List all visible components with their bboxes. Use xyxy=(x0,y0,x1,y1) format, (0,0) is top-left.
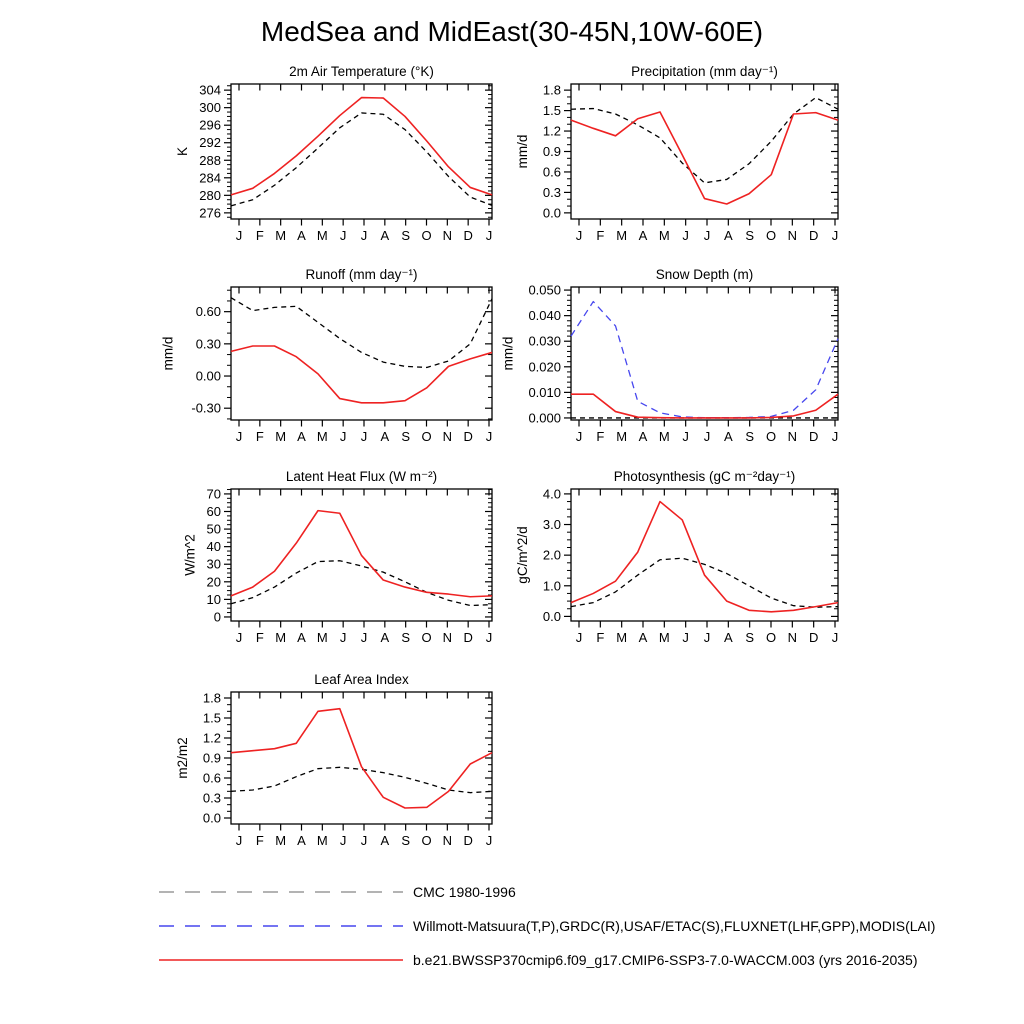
x-tick-label: A xyxy=(723,228,733,243)
x-tick-label: O xyxy=(421,228,432,243)
x-tick-label: D xyxy=(808,429,819,444)
panel-title: Precipitation (mm day⁻¹) xyxy=(631,64,778,79)
panel-title: Leaf Area Index xyxy=(314,672,409,687)
series-line xyxy=(231,511,492,597)
x-tick-label: N xyxy=(442,429,453,444)
x-tick-label: J xyxy=(235,630,243,645)
y-axis-label: gC/m^2/d xyxy=(515,526,531,584)
panel-runoff-mm-day xyxy=(161,267,493,444)
x-tick-label: A xyxy=(380,429,390,444)
x-tick-label: A xyxy=(638,228,648,243)
y-tick-label: 70 xyxy=(206,486,221,502)
series-line xyxy=(231,561,492,606)
y-tick-label: 1.0 xyxy=(542,578,561,594)
y-tick-label: 20 xyxy=(206,574,221,590)
x-tick-label: J xyxy=(360,630,368,645)
x-tick-label: J xyxy=(485,630,493,645)
x-tick-label: A xyxy=(638,429,648,444)
x-tick-label: M xyxy=(275,630,287,645)
x-tick-label: S xyxy=(401,833,411,848)
x-tick-label: M xyxy=(275,833,287,848)
x-tick-label: J xyxy=(235,429,243,444)
y-tick-label: 0.040 xyxy=(528,308,561,324)
panel-title: Latent Heat Flux (W m⁻²) xyxy=(285,469,438,484)
y-tick-label: 280 xyxy=(199,187,221,203)
x-tick-label: S xyxy=(745,630,755,645)
x-tick-label: J xyxy=(682,429,689,444)
x-tick-label: J xyxy=(360,228,368,243)
y-tick-label: 0.0 xyxy=(542,608,561,624)
x-tick-label: S xyxy=(401,429,411,444)
axis-frame xyxy=(571,489,838,621)
y-tick-label: 50 xyxy=(206,521,221,537)
x-tick-label: M xyxy=(616,429,628,444)
x-tick-label: S xyxy=(745,228,755,243)
axis-frame xyxy=(231,84,492,219)
y-tick-label: 276 xyxy=(199,205,221,221)
y-tick-label: 0.050 xyxy=(528,282,561,298)
x-tick-label: J xyxy=(831,429,839,444)
series-line xyxy=(231,113,492,206)
x-tick-label: S xyxy=(401,630,411,645)
y-tick-label: 0.60 xyxy=(195,304,221,320)
x-tick-label: F xyxy=(596,429,605,444)
y-axis-label: mm/d xyxy=(160,336,176,371)
axis-frame xyxy=(571,287,838,420)
x-tick-label: D xyxy=(463,833,473,848)
panel-precipitation-mm-day xyxy=(515,64,838,243)
y-tick-label: 1.5 xyxy=(542,103,561,119)
legend xyxy=(158,884,935,967)
x-tick-label: M xyxy=(616,630,628,645)
x-tick-label: F xyxy=(255,833,264,848)
x-tick-label: N xyxy=(787,630,798,645)
x-tick-label: J xyxy=(485,228,493,243)
legend-item-obs xyxy=(158,918,935,933)
x-tick-label: M xyxy=(658,228,670,243)
y-tick-label: 1.2 xyxy=(202,730,221,746)
x-tick-label: O xyxy=(765,429,777,444)
y-tick-label: 0.000 xyxy=(528,410,561,426)
legend-label-cmc: CMC 1980-1996 xyxy=(413,883,516,900)
x-tick-label: N xyxy=(787,228,798,243)
legend-line-dashed-blue xyxy=(158,921,404,931)
y-tick-label: 0.0 xyxy=(202,810,221,826)
x-tick-label: F xyxy=(255,429,264,444)
y-tick-label: 1.5 xyxy=(202,710,221,726)
x-tick-label: F xyxy=(596,630,605,645)
x-tick-label: J xyxy=(682,228,689,243)
y-tick-label: 3.0 xyxy=(542,517,561,533)
x-tick-label: A xyxy=(297,429,306,444)
x-tick-label: D xyxy=(463,630,473,645)
panel-latent-heat-flux-w-m xyxy=(182,469,492,645)
y-tick-label: 1.2 xyxy=(542,123,561,139)
y-axis-label: mm/d xyxy=(515,134,531,169)
x-tick-label: J xyxy=(339,228,347,243)
x-tick-label: D xyxy=(808,228,819,243)
panel-title: 2m Air Temperature (°K) xyxy=(289,64,434,79)
legend-line-dashed-gray xyxy=(158,887,404,897)
legend-item-cmc xyxy=(158,884,935,899)
y-tick-label: 0.30 xyxy=(195,336,221,352)
series-line xyxy=(231,709,492,808)
x-tick-label: M xyxy=(616,228,628,243)
series-line xyxy=(231,346,492,403)
x-tick-label: A xyxy=(297,228,306,243)
x-tick-label: F xyxy=(596,228,605,243)
x-tick-label: N xyxy=(442,228,453,243)
panel-title: Runoff (mm day⁻¹) xyxy=(305,267,418,282)
series-line xyxy=(571,112,838,204)
series-line xyxy=(571,302,838,418)
legend-label-obs: Willmott-Matsuura(T,P),GRDC(R),USAF/ETAC(S),FLUXNET(LHF,GPP),MODIS(LAI) xyxy=(413,917,936,934)
x-tick-label: A xyxy=(380,228,390,243)
y-tick-label: 10 xyxy=(206,591,221,607)
x-tick-label: M xyxy=(316,833,328,848)
y-axis-label: mm/d xyxy=(500,336,516,371)
x-tick-label: J xyxy=(339,630,347,645)
x-tick-label: O xyxy=(421,833,432,848)
x-tick-label: J xyxy=(235,228,243,243)
legend-item-model xyxy=(158,952,935,967)
figure-title: MedSea and MidEast(30-45N,10W-60E) xyxy=(260,16,764,47)
y-axis-label: K xyxy=(175,146,191,157)
x-tick-label: J xyxy=(339,429,347,444)
axis-frame xyxy=(231,287,492,420)
y-tick-label: 0.6 xyxy=(202,770,221,786)
x-tick-label: J xyxy=(575,228,583,243)
x-tick-label: J xyxy=(360,429,368,444)
panel-snow-depth-m xyxy=(501,267,839,444)
x-tick-label: A xyxy=(723,429,733,444)
x-tick-label: D xyxy=(463,429,473,444)
x-tick-label: A xyxy=(723,630,733,645)
x-tick-label: A xyxy=(380,630,390,645)
x-tick-label: D xyxy=(808,630,819,645)
y-tick-label: 0.9 xyxy=(542,144,561,159)
x-tick-label: O xyxy=(765,228,777,243)
x-tick-label: M xyxy=(658,630,670,645)
y-tick-label: 30 xyxy=(206,556,221,572)
x-tick-label: O xyxy=(421,429,432,444)
x-tick-label: M xyxy=(316,228,328,243)
y-axis-label: m2/m2 xyxy=(175,737,191,779)
series-line xyxy=(571,558,838,607)
y-tick-label: 0.6 xyxy=(542,164,561,180)
x-tick-label: J xyxy=(485,429,493,444)
panel-title: Photosynthesis (gC m⁻²day⁻¹) xyxy=(613,469,796,484)
axis-frame xyxy=(231,692,492,824)
y-tick-label: 40 xyxy=(206,539,221,555)
x-tick-label: J xyxy=(831,630,839,645)
x-tick-label: O xyxy=(765,630,777,645)
x-tick-label: F xyxy=(255,228,264,243)
x-tick-label: M xyxy=(316,630,328,645)
x-tick-label: J xyxy=(485,833,493,848)
x-tick-label: O xyxy=(421,630,432,645)
y-tick-label: 0.020 xyxy=(528,359,561,375)
x-tick-label: S xyxy=(401,228,411,243)
x-tick-label: N xyxy=(442,630,453,645)
x-tick-label: S xyxy=(745,429,755,444)
y-tick-label: 0 xyxy=(213,609,221,625)
y-tick-label: 284 xyxy=(199,170,221,186)
x-tick-label: A xyxy=(297,833,306,848)
legend-label-model: b.e21.BWSSP370cmip6.f09_g17.CMIP6-SSP3-7.0-WACCM.003 (yrs 2016-2035) xyxy=(413,951,918,968)
y-tick-label: 0.9 xyxy=(202,750,221,766)
x-tick-label: J xyxy=(703,429,711,444)
x-tick-label: M xyxy=(316,429,328,444)
series-line xyxy=(231,298,492,368)
x-tick-label: J xyxy=(682,630,689,645)
y-tick-label: 0.010 xyxy=(528,384,561,400)
y-tick-label: 288 xyxy=(199,152,221,168)
x-tick-label: J xyxy=(703,228,711,243)
y-tick-label: 292 xyxy=(199,135,221,151)
panel-2m-air-temperature-k xyxy=(175,64,492,243)
series-line xyxy=(571,502,838,612)
x-tick-label: J xyxy=(360,833,368,848)
x-tick-label: N xyxy=(787,429,798,444)
x-tick-label: A xyxy=(380,833,390,848)
x-tick-label: J xyxy=(703,630,711,645)
panel-photosynthesis-gc-m-day xyxy=(515,469,838,645)
x-tick-label: J xyxy=(575,429,583,444)
panel-title: Snow Depth (m) xyxy=(655,267,754,282)
y-tick-label: -0.30 xyxy=(191,400,221,416)
x-tick-label: D xyxy=(463,228,473,243)
y-tick-label: 1.8 xyxy=(202,690,221,706)
legend-line-solid-red xyxy=(158,955,404,965)
series-line xyxy=(571,98,838,183)
x-tick-label: A xyxy=(638,630,648,645)
y-tick-label: 0.3 xyxy=(542,184,561,200)
x-tick-label: J xyxy=(575,630,583,645)
y-tick-label: 0.00 xyxy=(195,368,221,384)
x-tick-label: J xyxy=(339,833,347,848)
y-tick-label: 2.0 xyxy=(542,547,561,563)
x-tick-label: A xyxy=(297,630,306,645)
x-tick-label: J xyxy=(235,833,243,848)
y-tick-label: 296 xyxy=(199,117,221,133)
y-tick-label: 4.0 xyxy=(542,486,561,502)
y-tick-label: 0.3 xyxy=(202,790,221,806)
x-tick-label: M xyxy=(275,429,287,444)
y-tick-label: 0.030 xyxy=(528,333,561,349)
x-tick-label: M xyxy=(658,429,670,444)
series-line xyxy=(231,767,492,792)
y-tick-label: 304 xyxy=(199,82,221,98)
y-tick-label: 1.8 xyxy=(542,82,561,98)
x-tick-label: M xyxy=(275,228,287,243)
y-axis-label: W/m^2 xyxy=(182,534,198,576)
panel-leaf-area-index xyxy=(175,672,492,848)
y-tick-label: 300 xyxy=(199,100,221,116)
y-tick-label: 60 xyxy=(206,503,221,519)
x-tick-label: J xyxy=(831,228,839,243)
y-tick-label: 0.0 xyxy=(542,205,561,221)
x-tick-label: N xyxy=(442,833,453,848)
x-tick-label: F xyxy=(255,630,264,645)
